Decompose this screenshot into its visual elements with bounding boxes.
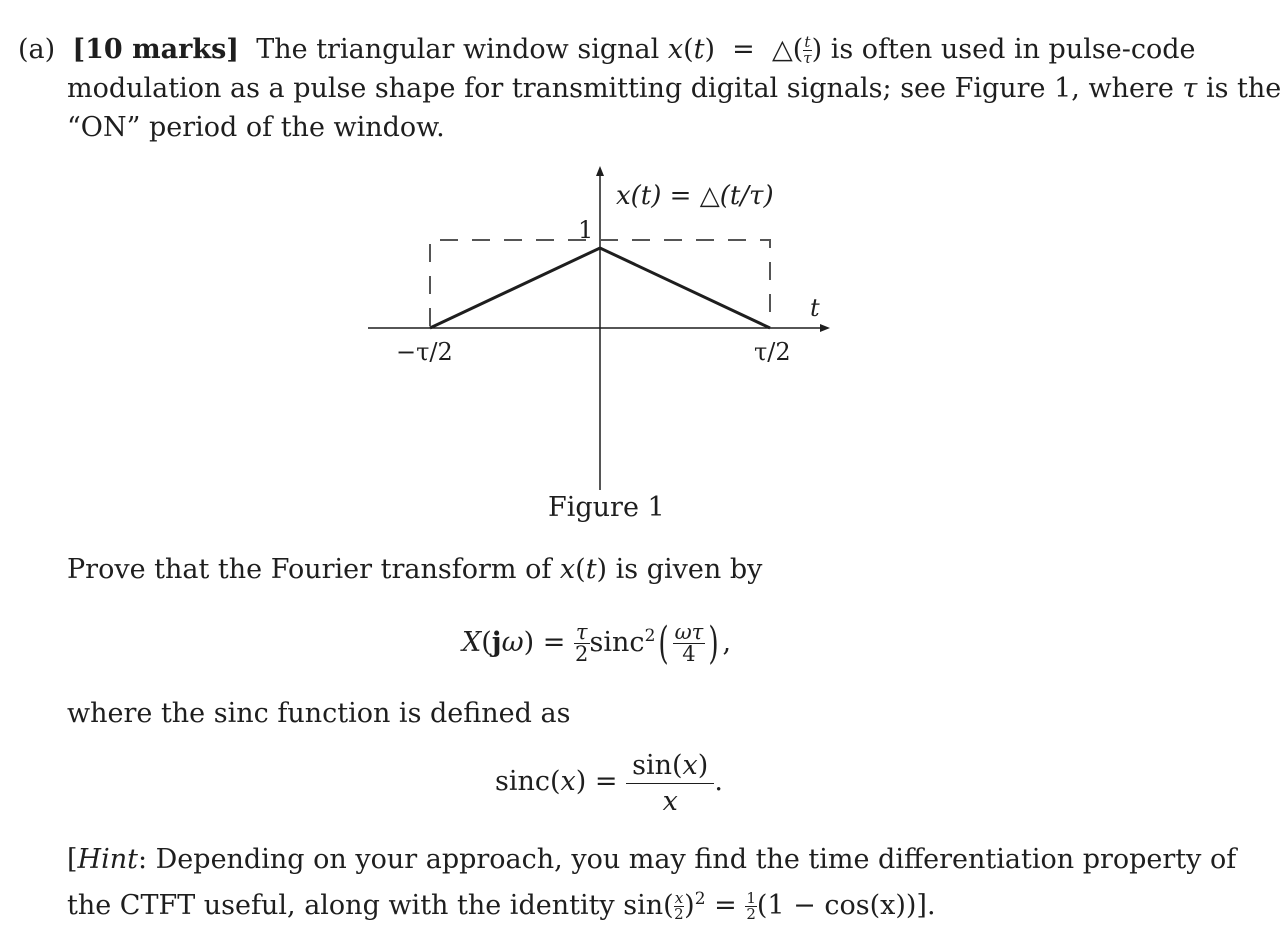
question-line-2: modulation as a pulse shape for transmitting digital signals; see Figure 1, where τ is the	[67, 73, 1281, 104]
marks-label: [10 marks]	[72, 34, 240, 65]
where-line: where the sinc function is defined as	[67, 698, 571, 729]
hint-line-1: [Hint: Depending on your approach, you may find the time differentiation property of	[67, 844, 1237, 875]
question-line-3	[67, 112, 445, 144]
hint-label: Hint	[77, 844, 138, 875]
hint-text-2b: (1 − cos(x))].	[756, 890, 936, 921]
question-text-2: modulation as a pulse shape for transmitting digital signals; see Figure 1, where	[67, 73, 1174, 104]
eq-arg-num: ωτ	[674, 620, 704, 644]
question-text-1a: The triangular window signal	[256, 34, 660, 65]
prove-text-b: is given by	[615, 554, 763, 585]
question-line-1	[18, 34, 1195, 66]
y-axis-arrow	[596, 166, 604, 176]
question-text-3: “ON” period of the window.	[67, 112, 445, 143]
question-label: (a)	[18, 34, 56, 65]
hint-text-1: Depending on your approach, you may find the time differentiation property of	[155, 844, 1237, 875]
hint-line-2: the CTFT useful, along with the identity sin( $\frac{x}{2}$ )$^2$ = $\frac{1}{2}$ (1 − cos(x))].	[67, 889, 936, 923]
figure-caption: Figure 1	[548, 492, 665, 523]
eq-arg-den: 4	[682, 642, 696, 666]
right-tick-label: τ/2	[754, 338, 791, 366]
hint-text-2a: the CTFT useful, along with the identity	[67, 890, 615, 921]
question-text-1b: is often used in pulse-code	[830, 34, 1196, 65]
figure-1-triangle-plot	[360, 160, 840, 500]
t-axis-label: t	[810, 294, 820, 322]
fourier-equation: X(jω) = $\frac{\tau}{2}$ sinc$^2$( $\frac{\omega\tau}{4}$ ) ,	[462, 617, 732, 669]
sinc-num: sin(x)	[626, 750, 714, 784]
sinc-den: x	[662, 786, 678, 817]
x-axis-arrow	[820, 324, 830, 332]
prove-line: Prove that the Fourier transform of x(t) is given by	[67, 554, 763, 585]
peak-label: 1	[578, 216, 594, 244]
prove-text-a: Prove that the Fourier transform of	[67, 554, 552, 585]
function-label: x(t) = △(t/τ)	[616, 181, 774, 211]
eq-sinc: sinc	[589, 627, 645, 658]
sinc-definition: sinc(x) = $\frac{\sin(x)}{x}$ .	[495, 750, 723, 817]
left-tick-label: −τ/2	[396, 338, 453, 366]
question-text-2-end: is the	[1205, 73, 1281, 104]
eq-two: 2	[575, 642, 589, 666]
eq-tau: τ	[575, 620, 588, 644]
signal-equation: x(t) = △( $\frac{t}{\tau}$ )	[667, 33, 823, 67]
